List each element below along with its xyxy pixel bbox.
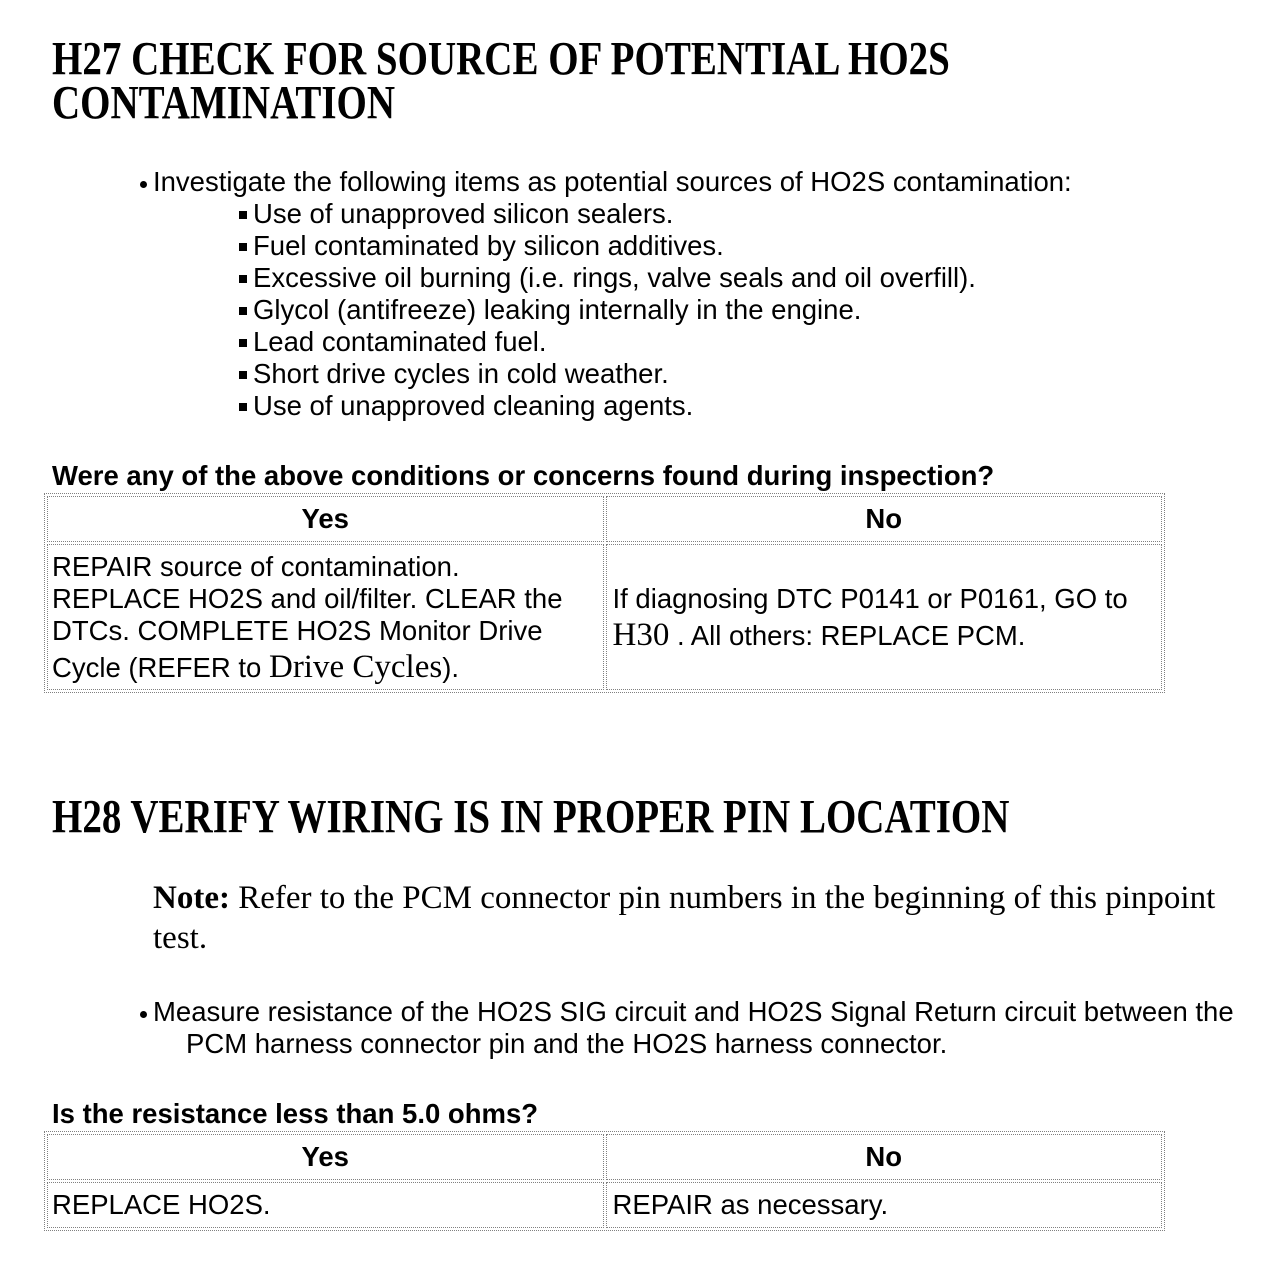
note-line-1 <box>153 878 1215 918</box>
contamination-source-item: Lead contaminated fuel. <box>253 326 547 357</box>
h28-instruction-line-2: PCM harness connector pin and the HO2S harness connector. <box>186 1028 948 1059</box>
yes-action-line: DTCs. COMPLETE HO2S Monitor Drive <box>52 615 543 646</box>
yes-action-text: Cycle (REFER to <box>52 652 262 683</box>
h28-question: Is the resistance less than 5.0 ohms? <box>52 1098 539 1129</box>
contamination-source-item: Fuel contaminated by silicon additives. <box>253 230 724 261</box>
drive-cycles-link[interactable]: Drive Cycles <box>268 649 443 685</box>
h27-title-line-2: CONTAMINATION <box>52 77 396 130</box>
contamination-source-item: Excessive oil burning (i.e. rings, valve seals and oil overfill). <box>253 262 976 293</box>
no-action-cell: REPAIR as necessary. <box>606 1182 1163 1228</box>
no-column-header: No <box>606 496 1163 542</box>
h28-result-table <box>44 1131 1165 1231</box>
h30-step-link[interactable]: H30 <box>612 617 670 653</box>
square-bullet-icon <box>239 307 247 315</box>
h28-instruction-line-1: Measure resistance of the HO2S SIG circuit and HO2S Signal Return circuit between the <box>153 996 1234 1027</box>
h27-title-line-1: H27 CHECK FOR SOURCE OF POTENTIAL HO2S <box>52 33 950 86</box>
bullet-icon <box>140 1011 147 1018</box>
bullet-icon <box>140 181 147 188</box>
yes-action-cell <box>47 544 604 690</box>
contamination-source-item: Glycol (antifreeze) leaking internally in the engine. <box>253 294 862 325</box>
yes-action-line: REPLACE HO2S and oil/filter. CLEAR the <box>52 583 563 614</box>
contamination-source-item: Short drive cycles in cold weather. <box>253 358 669 389</box>
h28-title: H28 VERIFY WIRING IS IN PROPER PIN LOCATION <box>52 791 1010 844</box>
square-bullet-icon <box>239 243 247 251</box>
note-text: Refer to the PCM connector pin numbers in the beginning of this pinpoint <box>238 880 1216 916</box>
contamination-source-item: Use of unapproved cleaning agents. <box>253 390 694 421</box>
square-bullet-icon <box>239 403 247 411</box>
yes-action-line: REPAIR source of contamination. <box>52 551 460 582</box>
no-action-line <box>613 615 1162 655</box>
yes-column-header: Yes <box>47 1134 604 1180</box>
no-column-header: No <box>606 1134 1163 1180</box>
square-bullet-icon <box>239 211 247 219</box>
no-action-line: If diagnosing DTC P0141 or P0161, GO to <box>612 583 1128 614</box>
contamination-source-item: Use of unapproved silicon sealers. <box>253 198 674 229</box>
no-action-text-end: . All others: REPLACE PCM. <box>676 620 1026 651</box>
yes-action-cell: REPLACE HO2S. <box>47 1182 604 1228</box>
note-line-2: test. <box>153 920 208 956</box>
note-label: Note: <box>153 880 230 916</box>
yes-action-text-end: ). <box>442 652 459 683</box>
square-bullet-icon <box>239 371 247 379</box>
yes-action-line <box>52 647 603 687</box>
yes-column-header: Yes <box>47 496 604 542</box>
no-action-cell <box>606 544 1163 690</box>
h27-question: Were any of the above conditions or concerns found during inspection? <box>52 460 995 491</box>
square-bullet-icon <box>239 275 247 283</box>
h27-instruction: Investigate the following items as potential sources of HO2S contamination: <box>153 166 1072 197</box>
h27-result-table <box>44 493 1165 693</box>
square-bullet-icon <box>239 339 247 347</box>
